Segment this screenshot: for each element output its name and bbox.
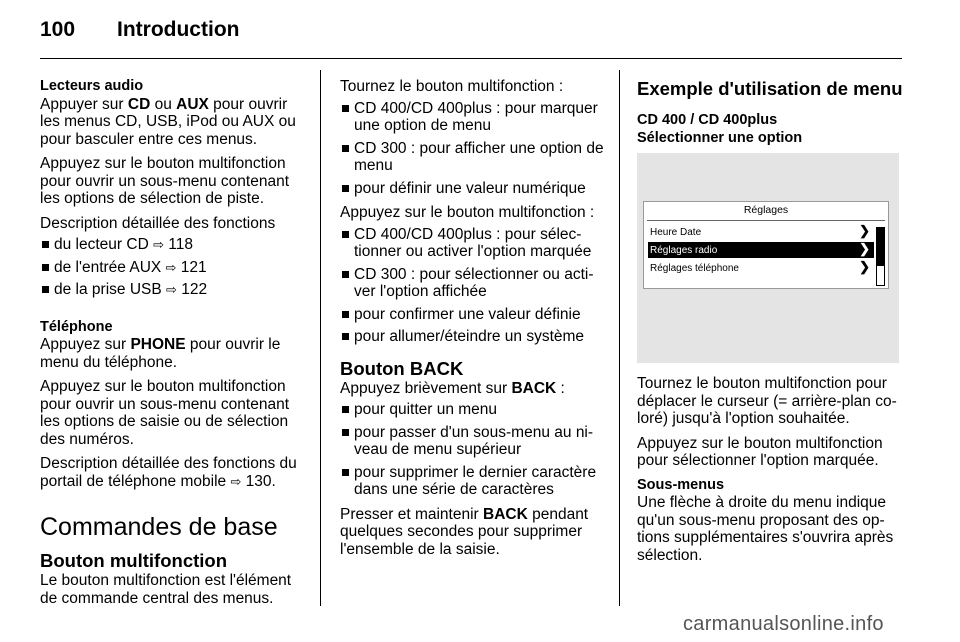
heading-phone: Téléphone [40, 318, 113, 335]
paragraph: Le bouton multifonction est l'élément de commande central des menus. [40, 572, 292, 607]
list [340, 100, 606, 198]
subsection-heading: Bouton BACK [340, 357, 464, 379]
display-screen [643, 201, 889, 289]
scrollbar-thumb[interactable] [877, 228, 884, 266]
list-item: CD 400/CD 400plus : pour sélec-tionner ou activer l'option marquée [340, 226, 606, 261]
paragraph: Description détaillée des fonctions du portail de téléphone mobile ⇨ 130. [40, 455, 297, 490]
paragraph: Appuyez sur le bouton multifonction : [340, 204, 595, 221]
list-item: pour supprimer le dernier caractère dans une série de caractères [340, 464, 606, 499]
button-name-back: BACK [483, 505, 528, 523]
list-item: pour passer d'un sous-menu au ni-veau de menu supérieur [340, 424, 606, 459]
watermark: carmanualsonline.info [683, 613, 884, 635]
paragraph: Presser et maintenir BACK pendant quelques secondes pour supprimer l'ensemble de la saisie. [340, 505, 589, 558]
list-item: pour quitter un menu [340, 401, 606, 419]
button-name-back: BACK [511, 379, 557, 397]
menu-row-selected[interactable]: Réglages radio ❯ [648, 242, 874, 258]
heading-cd: CD 400 / CD 400plus [637, 112, 778, 128]
paragraph: Appuyez sur le bouton multifonction pour ouvrir un sous-menu contenant les options de sélection de piste. [40, 155, 290, 207]
chevron-right-icon: ❯ [859, 223, 870, 238]
list-item: pour allumer/éteindre un système [340, 328, 606, 346]
column-3 [637, 78, 903, 571]
paragraph: Description détaillée des fonctions [40, 214, 276, 232]
menu-row[interactable]: Réglages téléphone ❯ [650, 259, 870, 274]
list-item: pour confirmer une valeur définie [340, 306, 606, 324]
screen-divider [647, 220, 885, 221]
heading-audio: Lecteurs audio [40, 78, 144, 94]
section-heading: Exemple d'utilisation de menu [637, 78, 903, 99]
heading-select: Sélectionner une option [637, 129, 803, 146]
button-name-phone: PHONE [130, 336, 186, 353]
page-number: 100 [40, 18, 76, 41]
paragraph: Appuyez sur PHONE pour ouvrir le menu du téléphone. [40, 336, 281, 371]
column-divider [320, 70, 321, 606]
paragraph: Appuyez sur le bouton multifonction pour ouvrir un sous-menu contenant les options de saisie ou de sélection des numéros. [40, 378, 290, 448]
button-name-cd: CD [127, 95, 151, 113]
page-title: Introduction [117, 18, 240, 41]
list [340, 226, 606, 346]
menu-screenshot [637, 153, 899, 363]
list-item: CD 300 : pour afficher une option de menu [340, 140, 606, 175]
column-1 [40, 78, 306, 614]
list [40, 236, 306, 299]
list-item: CD 400/CD 400plus : pour marquer une option de menu [340, 100, 606, 135]
scrollbar[interactable] [876, 227, 885, 286]
subsection-heading: Bouton multifonction [40, 550, 228, 571]
list [340, 401, 606, 499]
button-name-aux: AUX [176, 95, 209, 113]
menu-row[interactable]: Heure Date ❯ [650, 223, 870, 238]
paragraph: Tournez le bouton multifonction pour déplacer le curseur (= arrière-plan co-loré) jusqu'à l'option souhaitée. [637, 375, 897, 427]
heading-sous-menus: Sous-menus [637, 476, 725, 493]
paragraph: Appuyez brièvement sur BACK : [340, 379, 565, 397]
paragraph: Tournez le bouton multifonction : [340, 78, 564, 95]
paragraph: Une flèche à droite du menu indique qu'un sous-menu proposant des op-tions supplémentaires s'ouvrira après sélection. [637, 494, 894, 564]
chevron-right-icon: ❯ [859, 241, 870, 256]
column-2 [340, 78, 606, 565]
paragraph: Appuyez sur le bouton multifonction pour sélectionner l'option marquée. [637, 434, 883, 469]
arrow-ref-icon[interactable]: ⇨ [165, 259, 177, 275]
paragraph: Appuyer sur CD ou AUX pour ouvrir les menus CD, USB, iPod ou AUX ou pour basculer entre ces menus. [40, 95, 296, 148]
screen-title: Réglages [743, 204, 789, 216]
header-rule [40, 58, 902, 59]
arrow-ref-icon[interactable]: ⇨ [153, 237, 164, 252]
list-item: CD 300 : pour sélectionner ou acti-ver l'option affichée [340, 266, 606, 301]
arrow-ref-icon[interactable]: ⇨ [230, 473, 242, 489]
list-item: pour définir une valeur numérique [340, 180, 606, 198]
column-divider [619, 70, 620, 606]
section-heading: Commandes de base [40, 513, 278, 541]
arrow-ref-icon[interactable]: ⇨ [166, 282, 177, 297]
list-item: du lecteur CD ⇨ 118 [40, 236, 306, 254]
chevron-right-icon: ❯ [859, 259, 870, 274]
list-item: de la prise USB ⇨ 122 [40, 281, 306, 299]
list-item: de l'entrée AUX ⇨ 121 [40, 259, 306, 277]
